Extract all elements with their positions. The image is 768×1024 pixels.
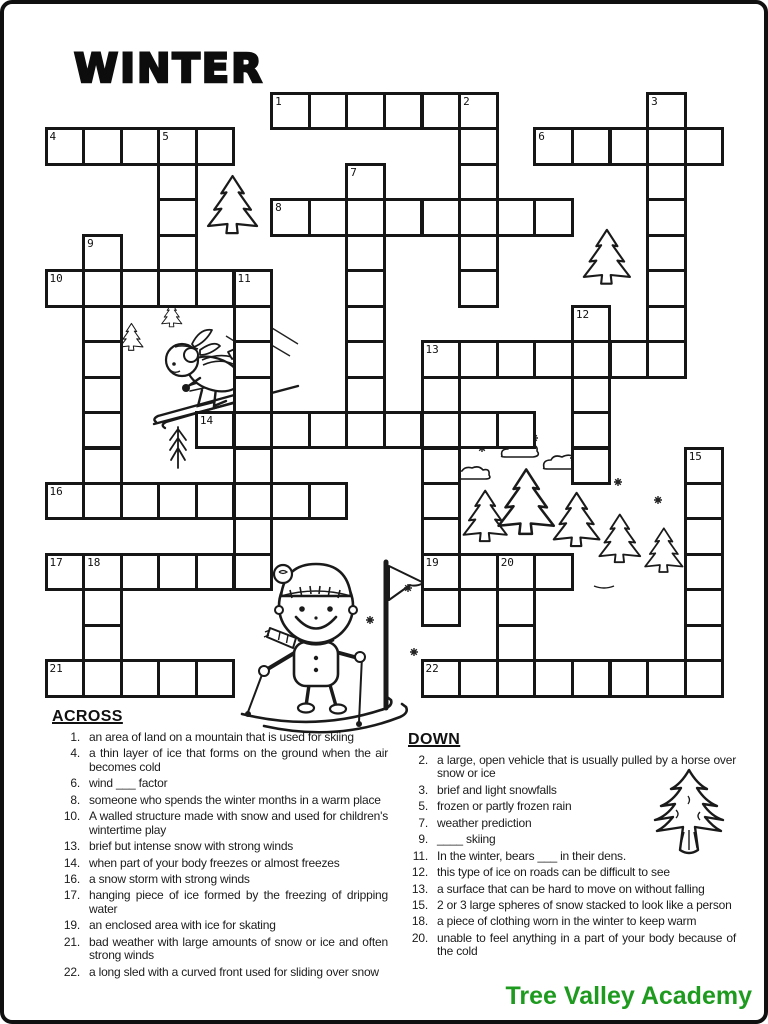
clue-text: ____ skiing — [437, 832, 496, 847]
grid-cell[interactable] — [195, 269, 236, 307]
grid-cell-number: 9 — [87, 236, 94, 250]
grid-cell[interactable] — [684, 127, 725, 165]
clue-number: 17. — [63, 888, 80, 903]
grid-cell[interactable] — [308, 198, 349, 236]
grid-cell[interactable] — [233, 482, 274, 520]
grid-cell[interactable] — [646, 340, 687, 378]
clue-number: 6. — [70, 776, 80, 791]
grid-cell[interactable] — [496, 340, 537, 378]
page-title: WINTER — [74, 46, 264, 92]
grid-cell[interactable] — [82, 624, 123, 662]
grid-cell-number: 8 — [275, 201, 282, 215]
grid-cell[interactable] — [120, 127, 161, 165]
grid-cell[interactable] — [82, 340, 123, 378]
grid-cell[interactable] — [458, 411, 499, 449]
clue-text: when part of your body freezes or almost freezes — [89, 855, 340, 870]
grid-cell[interactable] — [646, 659, 687, 697]
grid-cell[interactable] — [421, 198, 462, 236]
clue-text: wind ___ factor — [89, 776, 168, 791]
clue-text: brief but intense snow with strong winds — [89, 839, 294, 854]
grid-cell[interactable] — [157, 198, 198, 236]
grid-cell[interactable] — [646, 198, 687, 236]
grid-cell[interactable] — [345, 234, 386, 272]
clue-number: 5. — [418, 799, 428, 814]
grid-cell[interactable] — [458, 234, 499, 272]
clue-number: 9. — [418, 832, 428, 847]
grid-cell[interactable] — [345, 269, 386, 307]
grid-cell[interactable] — [82, 447, 123, 485]
grid-cell-number: 6 — [538, 130, 545, 144]
grid-cell[interactable] — [233, 553, 274, 591]
grid-cell-number: 13 — [425, 343, 439, 357]
clue-text: A walled structure made with snow and used for children's wintertime play — [89, 809, 388, 837]
clue-text: someone who spends the winter months in a warm place — [89, 792, 381, 807]
grid-cell-number: 15 — [688, 449, 702, 463]
clue-text: bad weather with large amounts of snow or ice and often strong winds — [89, 934, 388, 963]
clue-number: 4. — [70, 746, 80, 761]
grid-cell[interactable] — [233, 305, 274, 343]
grid-cell[interactable] — [421, 517, 462, 555]
clue-number: 11. — [412, 848, 428, 863]
grid-cell[interactable] — [345, 92, 386, 130]
grid-cell[interactable] — [646, 163, 687, 201]
grid-cell[interactable] — [421, 376, 462, 414]
grid-cell-number: 19 — [425, 555, 439, 569]
clue-number: 10. — [63, 809, 80, 824]
grid-cell-number: 21 — [49, 662, 63, 676]
grid-cell-number: 11 — [237, 272, 251, 286]
clue-number: 20. — [411, 930, 428, 945]
grid-cell[interactable] — [646, 305, 687, 343]
grid-cell[interactable] — [458, 553, 499, 591]
grid-cell[interactable] — [496, 588, 537, 626]
grid-cell[interactable] — [421, 482, 462, 520]
grid-cell[interactable] — [383, 198, 424, 236]
clue-text: frozen or partly frozen rain — [437, 799, 572, 814]
grid-cell[interactable] — [233, 340, 274, 378]
clue-number: 19. — [63, 918, 80, 933]
grid-cell[interactable] — [195, 127, 236, 165]
grid-cell[interactable] — [157, 659, 198, 697]
grid-cell[interactable] — [270, 411, 311, 449]
grid-cell[interactable] — [82, 411, 123, 449]
grid-cell-number: 3 — [651, 95, 658, 108]
clue-text: an enclosed area with ice for skating — [89, 918, 276, 933]
clue-number: 1. — [70, 730, 80, 744]
grid-cell[interactable] — [82, 588, 123, 626]
clue-text: hanging piece of ice formed by the freezing of dripping water — [89, 888, 388, 916]
grid-cell[interactable] — [82, 269, 123, 307]
grid-cell[interactable] — [120, 553, 161, 591]
grid-cell[interactable] — [533, 340, 574, 378]
grid-cell[interactable] — [82, 305, 123, 343]
grid-cell-number: 12 — [575, 307, 590, 321]
grid-cell-number: 14 — [199, 414, 214, 428]
grid-cell-number: 17 — [49, 555, 63, 569]
clue-number: 3. — [418, 782, 428, 797]
grid-cell-number: 10 — [49, 272, 63, 286]
clue-text: a surface that can be hard to move on without falling — [437, 881, 705, 896]
grid-cell[interactable] — [308, 411, 349, 449]
grid-cell[interactable] — [684, 482, 725, 520]
grid-cell-number: 18 — [87, 555, 101, 569]
clue-number: 16. — [63, 871, 80, 886]
clue-number: 13. — [411, 881, 428, 896]
grid-cell[interactable] — [421, 92, 462, 130]
grid-cell[interactable] — [421, 411, 462, 449]
grid-cell[interactable] — [458, 198, 499, 236]
clue-number: 22. — [63, 964, 80, 979]
clue-text: a piece of clothing worn in the winter to keep warm — [437, 914, 697, 929]
grid-cell[interactable] — [270, 482, 311, 520]
grid-cell[interactable] — [646, 269, 687, 307]
grid-cell[interactable] — [496, 659, 537, 697]
grid-cell[interactable] — [233, 411, 274, 449]
grid-cell-number: 20 — [500, 555, 514, 569]
grid-cell[interactable] — [345, 340, 386, 378]
grid-cell[interactable] — [496, 624, 537, 662]
grid-cell[interactable] — [383, 411, 424, 449]
grid-cell[interactable] — [345, 198, 386, 236]
grid-cell[interactable] — [157, 269, 198, 307]
grid-cell[interactable] — [646, 234, 687, 272]
grid-cell[interactable] — [308, 482, 349, 520]
grid-cell[interactable] — [533, 553, 574, 591]
clue-number: 2. — [418, 753, 428, 767]
grid-cell[interactable] — [82, 659, 123, 697]
grid-cell[interactable] — [120, 482, 161, 520]
grid-cell[interactable] — [458, 659, 499, 697]
grid-cell[interactable] — [308, 92, 349, 130]
grid-cell[interactable] — [684, 553, 725, 591]
clue-text: weather prediction — [437, 815, 532, 830]
grid-cell-number: 22 — [425, 662, 439, 676]
grid-cell[interactable] — [571, 659, 612, 697]
clue-number: 21. — [63, 934, 80, 949]
grid-cell[interactable] — [345, 376, 386, 414]
grid-cell-number: 2 — [463, 95, 470, 108]
grid-cell[interactable] — [383, 92, 424, 130]
across-heading: ACROSS — [52, 708, 123, 725]
grid-cell[interactable] — [684, 517, 725, 555]
clue-number: 18. — [411, 914, 428, 929]
clue-text: a long sled with a curved front used for sliding over snow — [89, 964, 379, 979]
clue-text: In the winter, bears ___ in their dens. — [437, 848, 626, 863]
grid-cell[interactable] — [458, 269, 499, 307]
clue-number: 12. — [411, 865, 428, 880]
grid-cell[interactable] — [533, 659, 574, 697]
grid-cell[interactable] — [157, 553, 198, 591]
grid-cell-number: 7 — [350, 165, 357, 179]
clue-text: unable to feel anything in a part of your body because of the cold — [437, 930, 736, 959]
clue-number: 13. — [63, 839, 80, 854]
grid-cell[interactable] — [684, 624, 725, 662]
clue-text: a snow storm with strong winds — [89, 871, 250, 886]
clue-text: 2 or 3 large spheres of snow stacked to look like a person — [437, 897, 732, 912]
grid-cell[interactable] — [496, 198, 537, 236]
grid-cell[interactable] — [609, 127, 650, 165]
grid-cell-number: 1 — [275, 95, 282, 108]
grid-cell[interactable] — [684, 659, 725, 697]
grid-cell[interactable] — [458, 163, 499, 201]
grid-cell[interactable] — [571, 127, 612, 165]
grid-cell[interactable] — [609, 659, 650, 697]
grid-cell[interactable] — [120, 269, 161, 307]
clue-text: this type of ice on roads can be difficult to see — [437, 865, 670, 880]
grid-cell[interactable] — [82, 482, 123, 520]
grid-cell[interactable] — [421, 588, 462, 626]
grid-cell-number: 4 — [49, 130, 57, 144]
grid-cell[interactable] — [82, 376, 123, 414]
grid-cell[interactable] — [233, 376, 274, 414]
grid-cell[interactable] — [82, 127, 123, 165]
grid-cell[interactable] — [458, 127, 499, 165]
grid-cell[interactable] — [609, 340, 650, 378]
grid-cell[interactable] — [571, 340, 612, 378]
clue-text: brief and light snowfalls — [437, 782, 557, 797]
grid-cell[interactable] — [458, 340, 499, 378]
clue-number: 7. — [418, 815, 428, 830]
grid-cell[interactable] — [195, 659, 236, 697]
grid-cell[interactable] — [533, 198, 574, 236]
grid-cell[interactable] — [496, 411, 537, 449]
grid-cell[interactable] — [120, 659, 161, 697]
grid-cell[interactable] — [684, 588, 725, 626]
grid-cell[interactable] — [157, 482, 198, 520]
grid-cell[interactable] — [646, 127, 687, 165]
brand-footer: Tree Valley Academy — [505, 982, 752, 1010]
grid-cell[interactable] — [233, 517, 274, 555]
clue-text: an area of land on a mountain that is used for skiing — [89, 730, 354, 744]
grid-cell[interactable] — [195, 482, 236, 520]
grid-cell[interactable] — [233, 447, 274, 485]
grid-cell-number: 5 — [162, 130, 169, 144]
grid-cell[interactable] — [195, 553, 236, 591]
grid-cell[interactable] — [157, 163, 198, 201]
clue-text: a thin layer of ice that forms on the ground when the air becomes cold — [89, 746, 388, 774]
grid-cell[interactable] — [157, 234, 198, 272]
grid-cell[interactable] — [345, 411, 386, 449]
grid-cell[interactable] — [345, 305, 386, 343]
grid-cell[interactable] — [571, 447, 612, 485]
clue-number: 15. — [411, 897, 428, 912]
grid-cell-number: 16 — [49, 484, 63, 498]
clue-number: 8. — [70, 792, 80, 807]
grid-cell[interactable] — [421, 447, 462, 485]
clue-text: a large, open vehicle that is usually pulled by a horse over snow or ice — [437, 753, 736, 781]
grid-cell[interactable] — [571, 376, 612, 414]
grid-cell[interactable] — [571, 411, 612, 449]
clue-number: 14. — [63, 855, 80, 870]
down-heading: DOWN — [408, 731, 461, 748]
